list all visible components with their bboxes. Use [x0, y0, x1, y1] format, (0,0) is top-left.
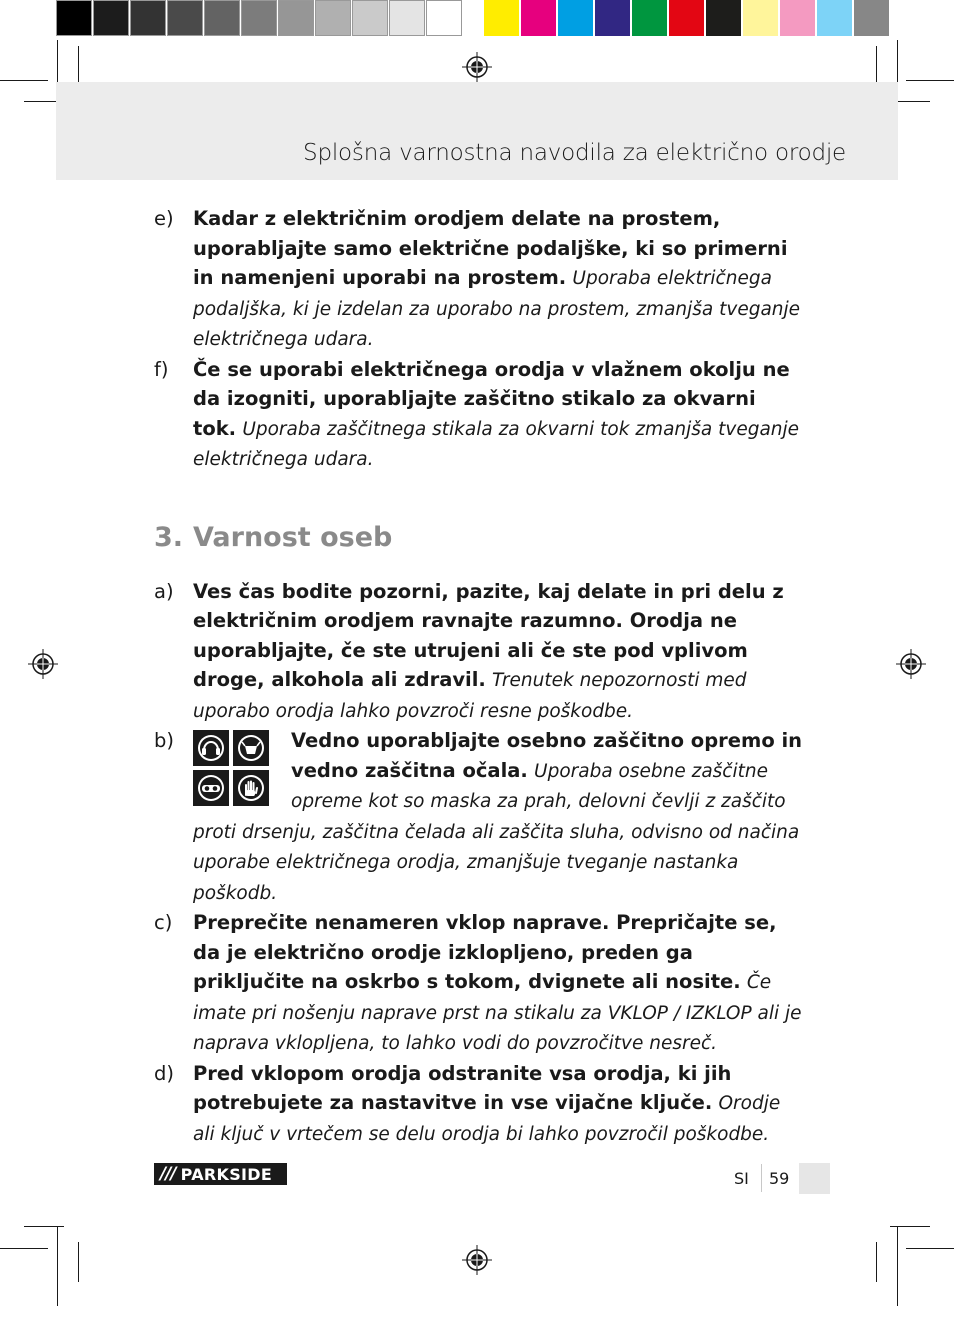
- item-explanation: Uporaba zaščitnega stikala za okvarni tok zmanjša tveganje električnega udara.: [193, 418, 800, 470]
- list-item: [154, 1059, 804, 1150]
- color-calibration-bar: [484, 0, 891, 40]
- calibration-swatch: [389, 0, 425, 36]
- calibration-swatch: [595, 0, 630, 36]
- registration-mark-left-icon: [28, 649, 58, 679]
- list-item: [154, 577, 804, 727]
- crop-mark: [57, 1226, 58, 1306]
- item-instruction: Preprečite nenameren vklop naprave. Prepričajte se, da je električno orodje izklopljeno, preden ga priključite na oskrbo s tokom, dvignete ali nosite.: [193, 911, 777, 993]
- safety-goggles-icon: [193, 770, 229, 806]
- item-instruction: Če se uporabi električnega orodja v vlažnem okolju ne da izogniti, uporabljajte zaščitno stikalo za okvarni tok.: [193, 357, 790, 440]
- calibration-swatch: [484, 0, 519, 36]
- logo-brand: PARKSIDE: [180, 1164, 273, 1184]
- calibration-swatch: [278, 0, 314, 36]
- page-title: Splošna varnostna navodila za električno orodje: [303, 140, 846, 166]
- crop-mark: [0, 80, 48, 81]
- calibration-swatch: [558, 0, 593, 36]
- parkside-logo: [154, 1163, 287, 1185]
- page-number: 59: [769, 1169, 790, 1188]
- crop-mark: [906, 80, 954, 81]
- calibration-swatch: [426, 0, 462, 36]
- calibration-swatch: [780, 0, 815, 36]
- item-letter: e): [154, 207, 174, 230]
- item-instruction: Vedno uporabljajte osebno zaščitno opremo in vedno zaščitna očala.: [291, 729, 803, 782]
- item-letter: c): [154, 911, 173, 934]
- calibration-swatch: [93, 0, 129, 36]
- crop-mark: [876, 46, 877, 86]
- item-letter: d): [154, 1061, 174, 1085]
- item-letter: b): [154, 729, 174, 752]
- gloves-icon: [233, 770, 269, 806]
- crop-mark: [24, 1226, 64, 1227]
- list-item: [154, 908, 804, 1059]
- crop-mark: [890, 1226, 930, 1227]
- calibration-swatch: [130, 0, 166, 36]
- calibration-swatch: [706, 0, 741, 36]
- calibration-swatch: [315, 0, 351, 36]
- item-explanation: Trenutek nepozornosti med uporabo orodja lahko povzroči resne poškodbe.: [193, 670, 747, 722]
- calibration-swatch: [56, 0, 92, 36]
- calibration-swatch: [352, 0, 388, 36]
- section-heading: [154, 521, 804, 555]
- section-title: Varnost oseb: [193, 521, 393, 553]
- list-item: [154, 355, 804, 475]
- item-instruction: Ves čas bodite pozorni, pazite, kaj delate in pri delu z električnim orodjem ravnajte razumno. Orodja ne uporabljajte, če ste utrujeni ali če ste pod vplivom droge, alkohola ali zdravil.: [193, 579, 784, 691]
- item-explanation: Če imate pri nošenju naprave prst na stikalu za VKLOP / IZKLOP ali je naprava vklopljena, to lahko vodi do povzročitve nesreč.: [193, 972, 802, 1054]
- crop-mark: [78, 1242, 79, 1282]
- list-item: [154, 204, 804, 355]
- item-explanation: Uporaba električnega podaljška, ki je izdelan za uporabo na prostem, zmanjša tveganje električnega udara.: [193, 268, 801, 350]
- grey-calibration-bar: [56, 0, 463, 40]
- crop-mark: [0, 1248, 48, 1249]
- crop-mark: [876, 1242, 877, 1282]
- calibration-swatch: [241, 0, 277, 36]
- logo-slashes: ///: [160, 1164, 176, 1184]
- page-tab: [799, 1163, 830, 1194]
- language-code: SI: [734, 1169, 749, 1188]
- safety-icons: [193, 730, 269, 806]
- calibration-swatch: [669, 0, 704, 36]
- crop-mark: [897, 1226, 898, 1306]
- item-instruction: Kadar z električnim orodjem delate na prostem, uporabljajte samo električne podaljške, ki so primerni in namenjeni uporabi na prostem.: [193, 207, 788, 289]
- calibration-swatch: [743, 0, 778, 36]
- calibration-swatch: [521, 0, 556, 36]
- item-instruction: Pred vklopom orodja odstranite vsa orodja, ki jih potrebujete za nastavitve in vse vijačne ključe.: [193, 1061, 732, 1114]
- main-content: [154, 204, 804, 1149]
- item-explanation: Orodje ali ključ v vrtečem se delu orodja bi lahko povzročil poškodbe.: [193, 1093, 781, 1145]
- item-explanation: Uporaba osebne zaščitne opreme kot so maska za prah, delovni čevlji z zaščito proti drsenju, zaščitna čelada ali zaščita sluha, odvisno od načina uporabe električnega orodja, zmanjšuje tveganje nastanka poškodb.: [193, 760, 800, 904]
- list-item: [154, 726, 804, 908]
- calibration-swatch: [167, 0, 203, 36]
- calibration-swatch: [854, 0, 889, 36]
- header-band: [56, 82, 898, 180]
- registration-mark-bottom-icon: [462, 1245, 492, 1275]
- ear-protection-icon: [193, 730, 229, 766]
- crop-mark: [906, 1248, 954, 1249]
- registration-mark-top-icon: [462, 52, 492, 82]
- section-number: 3.: [154, 521, 184, 553]
- footer-divider: [761, 1164, 762, 1192]
- item-letter: a): [154, 579, 174, 603]
- calibration-swatch: [632, 0, 667, 36]
- crop-mark: [78, 46, 79, 86]
- registration-mark-right-icon: [896, 649, 926, 679]
- calibration-swatch: [204, 0, 240, 36]
- dust-mask-icon: [233, 730, 269, 766]
- calibration-swatch: [817, 0, 852, 36]
- item-letter: f): [154, 357, 169, 381]
